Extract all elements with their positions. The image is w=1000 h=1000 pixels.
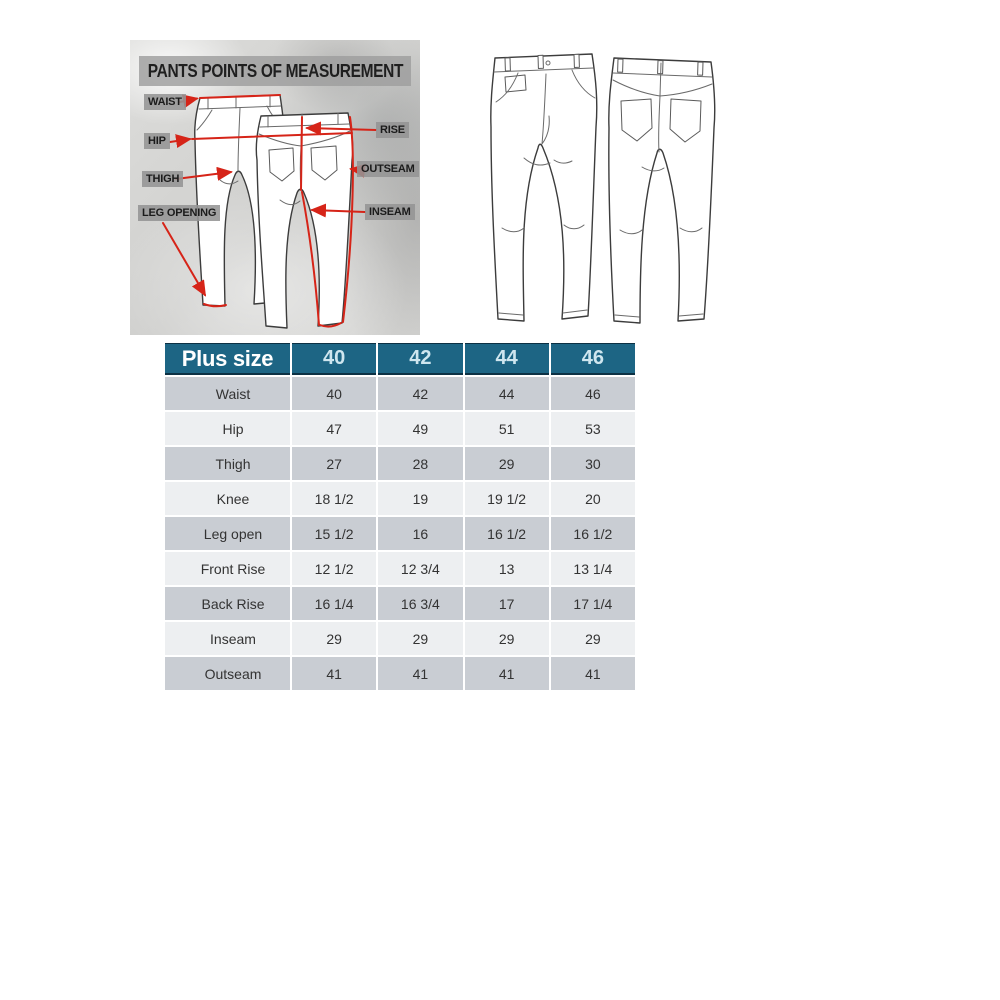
cell-value: 13 1/4 bbox=[551, 552, 635, 585]
table-header-size-44: 44 bbox=[465, 343, 549, 375]
diagram-title: PANTS POINTS OF MEASUREMENT bbox=[139, 56, 411, 86]
row-label: Inseam bbox=[165, 622, 290, 655]
label-thigh: THIGH bbox=[142, 171, 183, 187]
cell-value: 17 1/4 bbox=[551, 587, 635, 620]
cell-value: 49 bbox=[378, 412, 462, 445]
label-rise: RISE bbox=[376, 122, 409, 138]
label-outseam: OUTSEAM bbox=[357, 161, 419, 177]
row-label: Thigh bbox=[165, 447, 290, 480]
label-hip: HIP bbox=[144, 133, 170, 149]
measurement-diagram bbox=[130, 40, 420, 335]
cell-value: 29 bbox=[465, 447, 549, 480]
table-row-front-rise bbox=[165, 552, 635, 585]
cell-value: 20 bbox=[551, 482, 635, 515]
row-label: Leg open bbox=[165, 517, 290, 550]
cell-value: 17 bbox=[465, 587, 549, 620]
table-header-size-46: 46 bbox=[551, 343, 635, 375]
cell-value: 29 bbox=[551, 622, 635, 655]
cell-value: 13 bbox=[465, 552, 549, 585]
cell-value: 27 bbox=[292, 447, 376, 480]
cell-value: 12 3/4 bbox=[378, 552, 462, 585]
cell-value: 28 bbox=[378, 447, 462, 480]
table-row-outseam bbox=[165, 657, 635, 690]
label-inseam: INSEAM bbox=[365, 204, 415, 220]
pants-flat-sketches bbox=[462, 32, 744, 340]
row-label: Back Rise bbox=[165, 587, 290, 620]
cell-value: 15 1/2 bbox=[292, 517, 376, 550]
cell-value: 47 bbox=[292, 412, 376, 445]
cell-value: 16 1/4 bbox=[292, 587, 376, 620]
table-row-inseam bbox=[165, 622, 635, 655]
cell-value: 18 1/2 bbox=[292, 482, 376, 515]
cell-value: 16 1/2 bbox=[551, 517, 635, 550]
cell-value: 42 bbox=[378, 377, 462, 410]
cell-value: 46 bbox=[551, 377, 635, 410]
cell-value: 30 bbox=[551, 447, 635, 480]
cell-value: 40 bbox=[292, 377, 376, 410]
pants-front-flat bbox=[491, 54, 597, 321]
table-header-plus-size: Plus size bbox=[165, 343, 290, 375]
cell-value: 16 bbox=[378, 517, 462, 550]
cell-value: 12 1/2 bbox=[292, 552, 376, 585]
row-label: Outseam bbox=[165, 657, 290, 690]
cell-value: 53 bbox=[551, 412, 635, 445]
cell-value: 19 1/2 bbox=[465, 482, 549, 515]
table-header-size-42: 42 bbox=[378, 343, 462, 375]
row-label: Waist bbox=[165, 377, 290, 410]
table-header-size-40: 40 bbox=[292, 343, 376, 375]
size-table bbox=[163, 341, 637, 692]
row-label: Hip bbox=[165, 412, 290, 445]
cell-value: 44 bbox=[465, 377, 549, 410]
cell-value: 41 bbox=[551, 657, 635, 690]
cell-value: 41 bbox=[292, 657, 376, 690]
cell-value: 16 3/4 bbox=[378, 587, 462, 620]
cell-value: 51 bbox=[465, 412, 549, 445]
cell-value: 19 bbox=[378, 482, 462, 515]
diagram-pants-back bbox=[256, 113, 353, 328]
label-waist: WAIST bbox=[144, 94, 186, 110]
table-row-hip bbox=[165, 412, 635, 445]
label-leg-opening: LEG OPENING bbox=[138, 205, 220, 221]
table-header-row bbox=[165, 343, 635, 375]
cell-value: 29 bbox=[292, 622, 376, 655]
table-row-waist bbox=[165, 377, 635, 410]
table-row-thigh bbox=[165, 447, 635, 480]
cell-value: 29 bbox=[378, 622, 462, 655]
row-label: Knee bbox=[165, 482, 290, 515]
row-label: Front Rise bbox=[165, 552, 290, 585]
cell-value: 41 bbox=[378, 657, 462, 690]
table-row-knee bbox=[165, 482, 635, 515]
pants-back-flat bbox=[609, 58, 715, 323]
table-row-back-rise bbox=[165, 587, 635, 620]
cell-value: 16 1/2 bbox=[465, 517, 549, 550]
cell-value: 29 bbox=[465, 622, 549, 655]
cell-value: 41 bbox=[465, 657, 549, 690]
table-row-leg-open bbox=[165, 517, 635, 550]
